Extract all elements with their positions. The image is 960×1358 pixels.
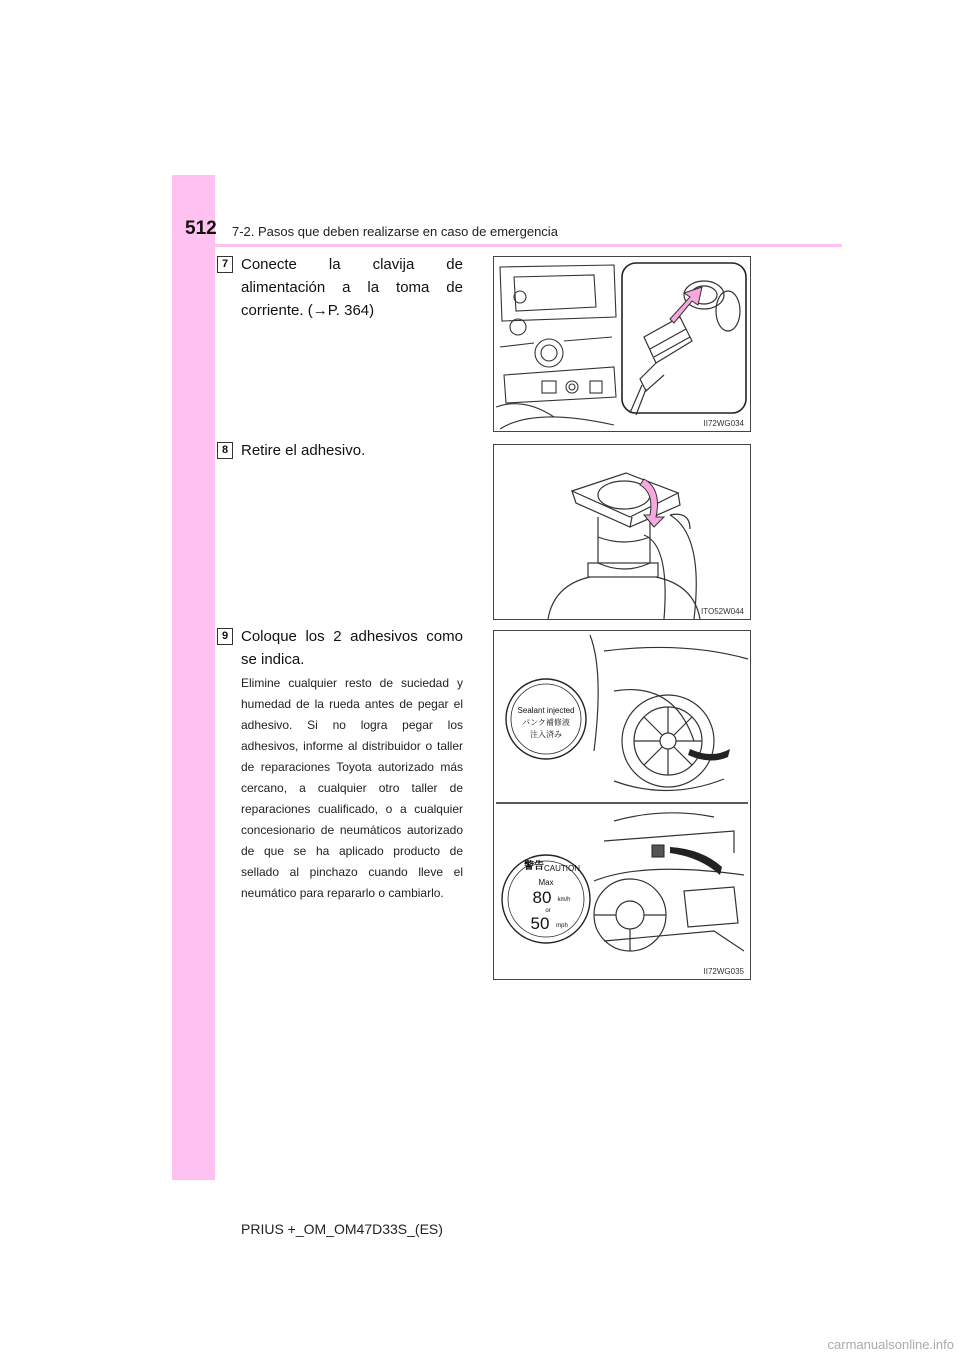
step-9-note: Elimine cualquier resto de suciedad y humedad de la rueda antes de pegar el adhesivo. Si no logra pegar los adhesivos, informe al distribuidor o taller de reparaciones Toyota autorizado más cercano, a cualquier otro taller de reparaciones cualificado, o a cualquier concesionario de neumáticos autorizado de que se ha aplicado producto de sellado al pinchazo cuando lleve el neumático para repararlo o cambiarlo.	[241, 676, 463, 900]
figure-code-7: II72WG034	[703, 419, 744, 428]
sticker-sealant-line1: Sealant injected	[517, 706, 575, 715]
page-number: 512	[185, 218, 217, 239]
caution-speed-kmh: 80	[532, 888, 552, 907]
footer-doc-code: PRIUS +_OM_OM47D33S_(ES)	[241, 1221, 443, 1237]
figure-place-stickers	[493, 630, 751, 980]
caution-speed-mph: 50	[530, 914, 550, 933]
caution-warn-en: CAUTION	[544, 864, 580, 873]
step-7-text: Conecte la clavija de alimentación a la toma de corriente. (→P. 364)	[241, 256, 463, 319]
figure-remove-sticker	[493, 444, 751, 620]
figure-power-plug	[493, 256, 751, 432]
caution-max-label: Max	[538, 878, 554, 887]
sticker-sealant-line2: パンク補修液	[522, 718, 570, 727]
watermark-text: carmanualsonline.info	[827, 1337, 954, 1352]
header-rule	[172, 244, 842, 247]
caution-unit-kmh: km/h	[557, 897, 571, 903]
step-number-9: 9	[217, 628, 233, 645]
caution-warn-jp: 警告	[524, 861, 544, 872]
step-number-8: 8	[217, 442, 233, 459]
step-8-text: Retire el adhesivo.	[241, 442, 366, 459]
side-tab-band	[172, 175, 215, 1180]
figure-code-8: ITO52W044	[701, 607, 744, 616]
sticker-sealant-line3: 注入済み	[530, 730, 562, 739]
step-9-text: Coloque los 2 adhesivos como se indica.	[241, 628, 463, 668]
section-title: 7-2. Pasos que deben realizarse en caso de emergencia	[232, 224, 558, 239]
figure-code-9: II72WG035	[703, 967, 744, 976]
step-number-7: 7	[217, 256, 233, 273]
caution-or-label: or	[545, 908, 551, 914]
caution-unit-mph: mph	[556, 923, 568, 929]
